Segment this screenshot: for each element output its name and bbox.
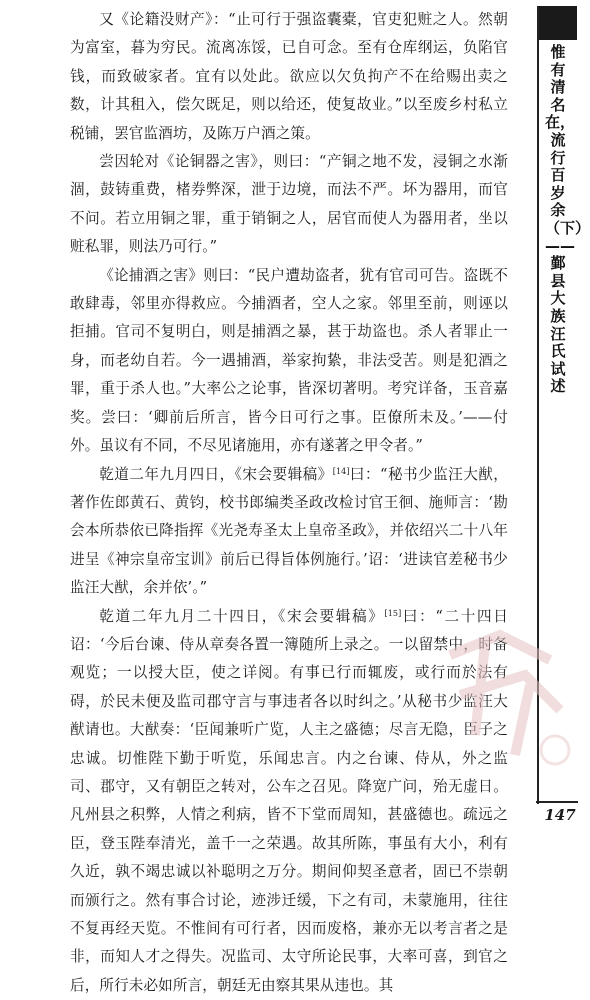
watermark-logo-icon: [430, 615, 580, 765]
paragraph-5-rest: 曰：“二十四日诏：‘今后台谏、侍从章奏各置一簿随所上录之。一以留禁中，时备观览；一以授大臣，使之详阅。有事已行而辄废，或行而於法有碍，於民未便及监司郡守言与事违者各以时纠之。’从秘书少监汪大猷请也。大猷奏：‘臣闻兼听广览，人主之盛德；尽言无隐，臣子之忠诚。切惟陛下勤于听览，乐闻忠言。内之台谏、侍从，外之监司、郡守，又有朝臣之转对，公车之召见。降宽广问，殆无虚日。凡州县之积弊，人情之利病，皆不下堂而周知，甚盛德也。疏远之臣，登玉陛奉清光，盖千一之荣遇。故其所陈，事虽有大小，利有久近，孰不竭忠诚以补聪明之万分。期间仰契圣意者，固已不崇朝而颁行之。然有事合讨论，迹涉迁缓，下之有司，未蒙施用，往往不复再经天览。不惟间有可行者，因而废格，兼亦无以考言者之是非，而知人才之得失。况监司、太守所论民事，大率可喜，到官之后，所行未必如所言，朝廷无由察其果从违也。其: [70, 607, 508, 994]
paragraph-4: [70, 461, 508, 603]
watermark-stroke: [450, 635, 550, 660]
paragraph-4-rest: 曰：“秘书少监汪大猷，著作佐郎黄石、黄钧，校书郎编类圣政改检讨官王徊、施师言：‘勘会本所恭依已降指挥《光尧寿圣太上皇帝圣政》，并依绍兴二十八年进呈《神宗皇帝宝训》前后已得旨体例施行。’诏：‘进读官差秘书少监汪大猷，余并依’。”: [70, 465, 509, 597]
sidebar-black-block: [537, 6, 577, 40]
paragraph-3: 《论捕酒之害》则曰：“民户遭劫盗者，犹有官司可告。盗既不敢肆毒，邻里亦得救应。今捕酒者，空人之家。邻里至前，则诬以拒捕。官司不复明白，则是捕酒之暴，甚于劫盗也。杀人者罪止一身，而老幼自若。今一遇捕酒，举家拘絷，非法受苦。则是犯酒之罪，重于杀人也。”大率公之论事，皆深切著明。考究详备，玉音嘉奖。尝曰：‘卿前后所言，皆今日可行之事。臣僚所未及。’——付外。虽议有不同，不尽见诸施用，亦有遂著之甲令者。”: [70, 266, 508, 455]
body-text: [70, 6, 508, 1000]
page-number-rule: [536, 801, 578, 803]
page-number: 147: [544, 806, 576, 824]
watermark-stroke: [475, 645, 485, 735]
paragraph-5-lead: 乾道二年九月二十四日，《宋会要辑稿》: [99, 607, 385, 625]
footnote-ref-15[interactable]: [15]: [384, 608, 402, 618]
paragraph-2: 尝因轮对《论铜器之害》，则曰：“产铜之地不发，浸铜之水渐涸，鼓铸重费，楮券弊深，泄于边境，而法不严。坏为器用，而官不问。若立用铜之罪，重于销铜之人，居官而使人为器用者，坐以赃私罪，则法乃可行。”: [70, 153, 508, 256]
footnote-ref-14[interactable]: [14]: [332, 466, 350, 476]
paragraph-1: 又《论籍没财产》：“止可行于强盗囊橐，官吏犯赃之人。然朝为富室，暮为穷民。流离冻馁，已自可念。至有仓库纲运，负陷官钱，而致破家者。宜有以处此。欲应以欠负拘产不在给赐出卖之数，计其租入，偿欠既足，则以给还，使复故业。”以至废乡村私立税铺，罢官监酒坊，及陈万户酒之策。: [70, 11, 508, 142]
running-title-vertical: 惟有清名在，流行百岁余（下）——鄞县大族汪氏试述: [545, 43, 590, 396]
paragraph-4-lead: 乾道二年九月四日，《宋会要辑稿》: [99, 465, 333, 483]
watermark-stroke: [515, 685, 530, 755]
